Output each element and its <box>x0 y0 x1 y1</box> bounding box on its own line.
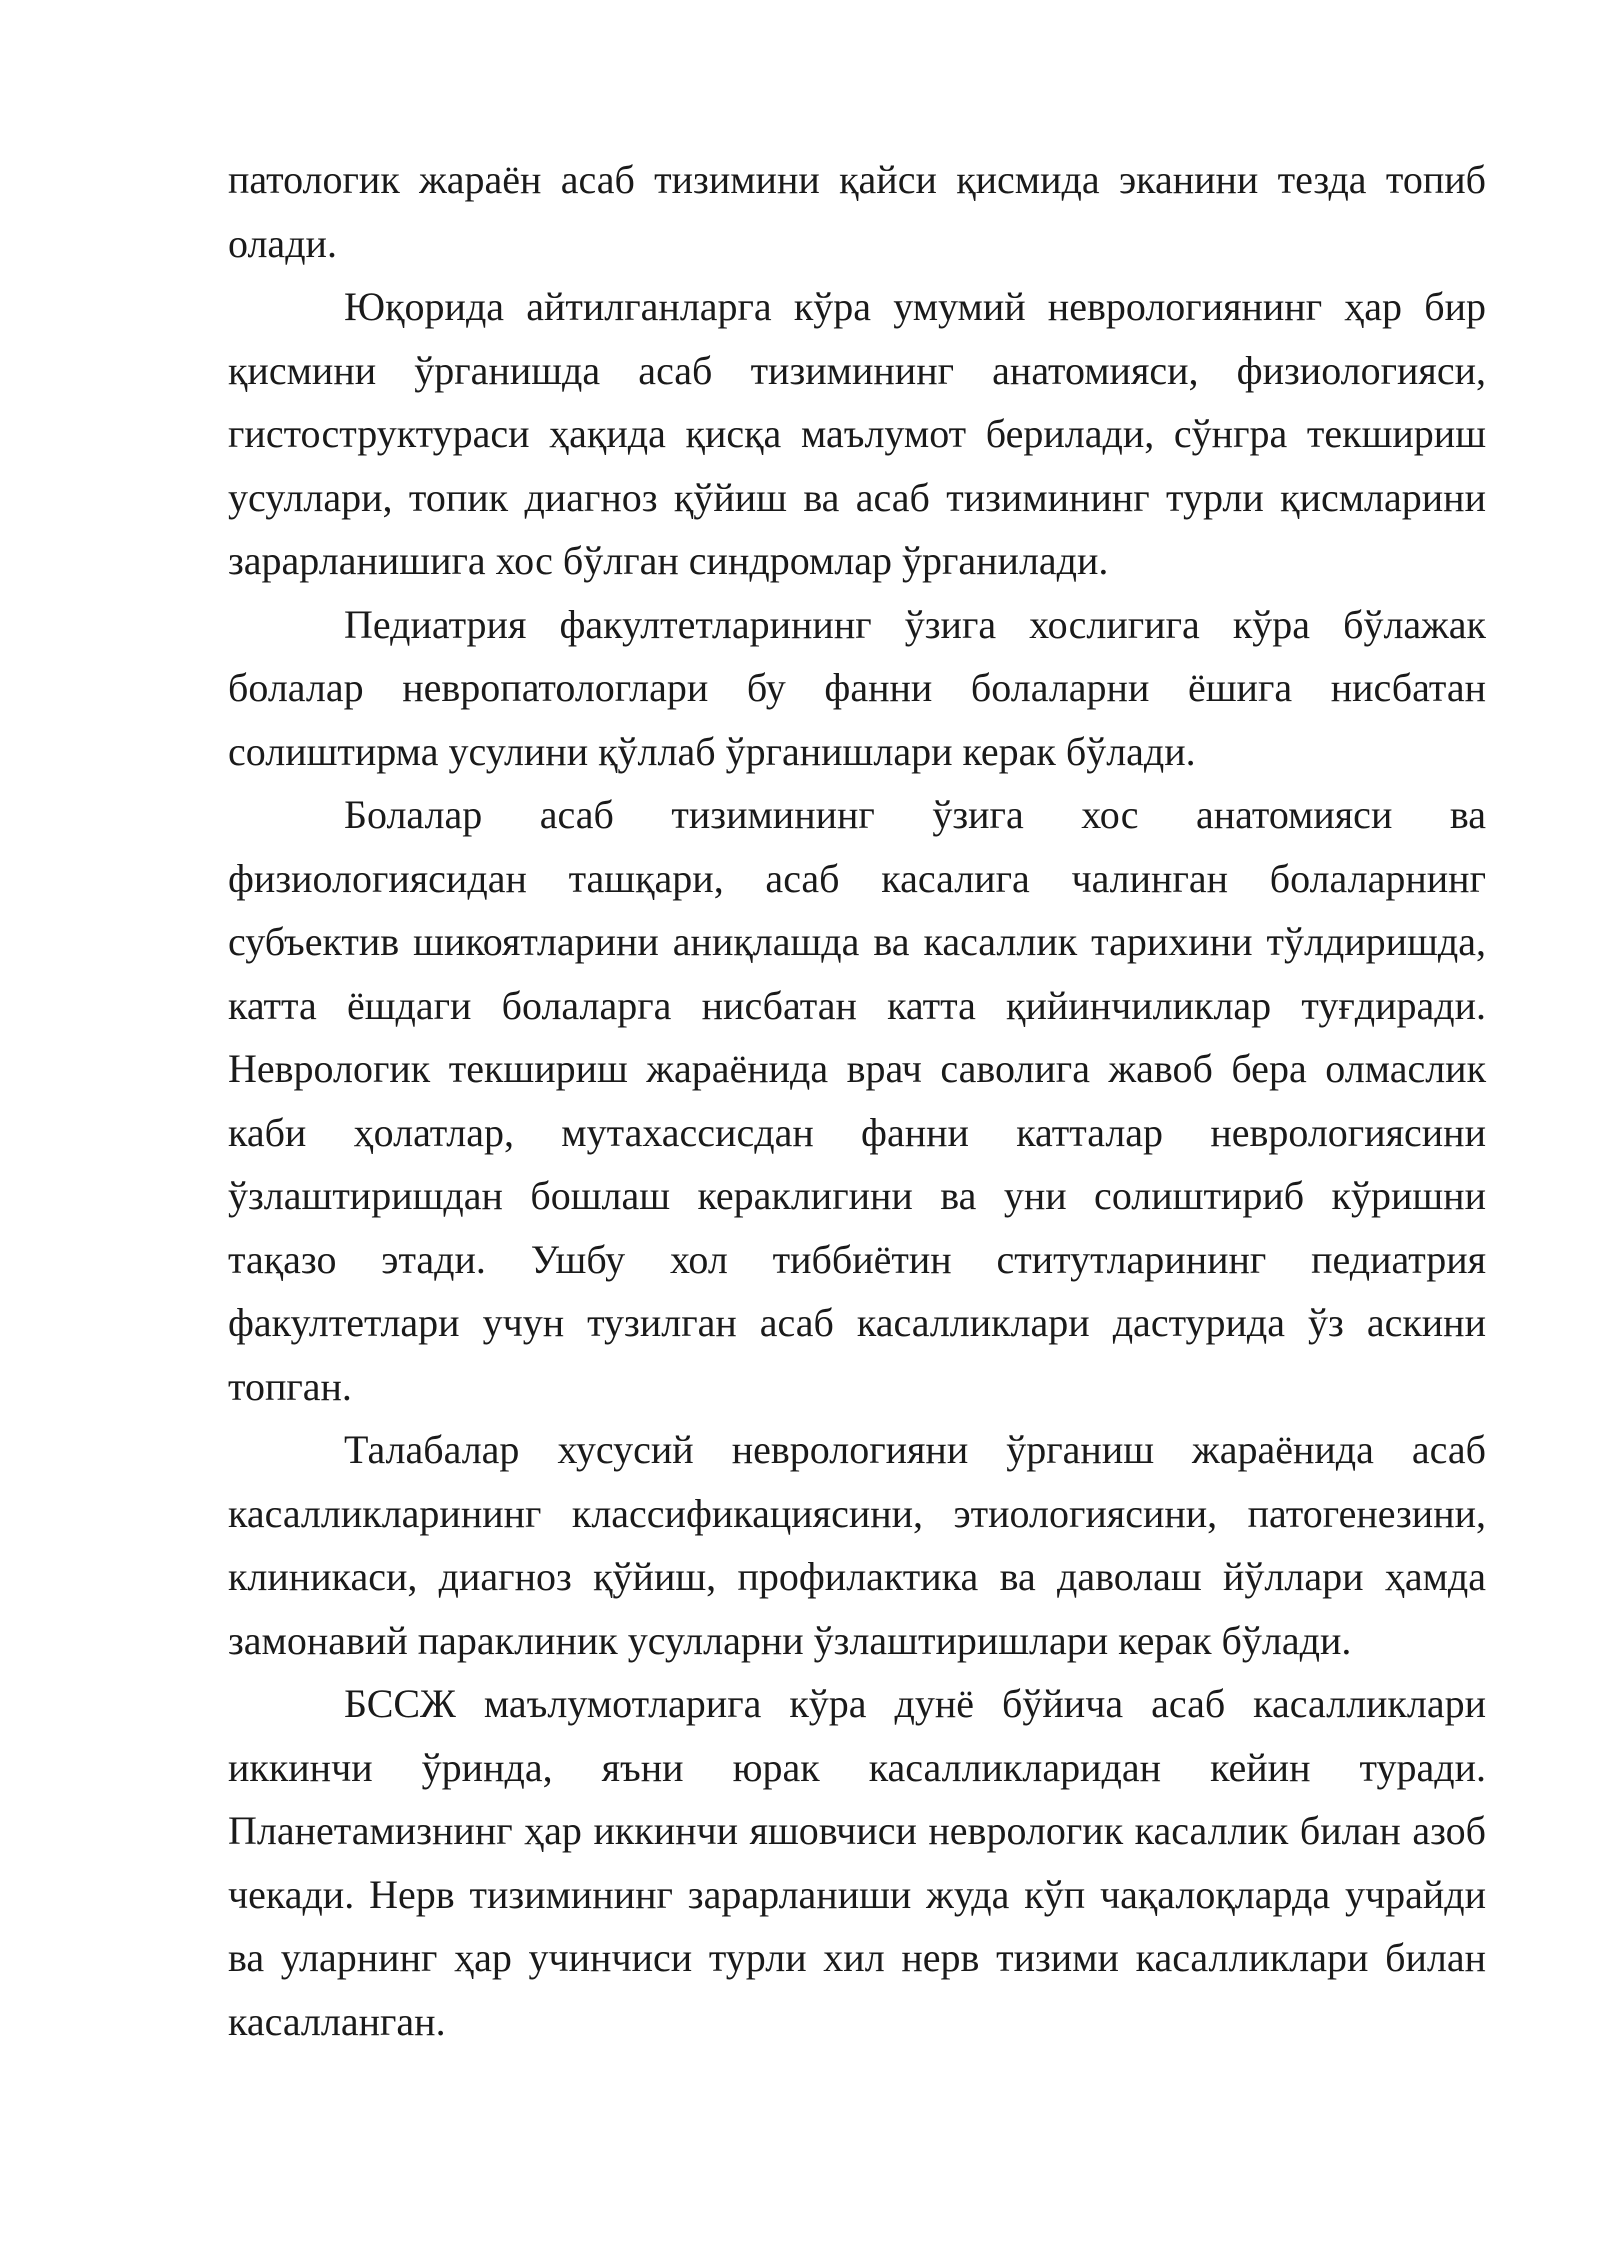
document-page <box>228 148 1486 2053</box>
paragraph-general-neurology: Юқорида айтилганларга кўра умумий неврологиянинг ҳар бир қисмини ўрганишда асаб тизимининг анатомияси, физиологияси, гистоструктураси ҳақида қисқа маълумот берилади, сўнгра текшириш усуллари, топик диагноз қўйиш ва асаб тизимининг турли қисмларини зарарланишига хос бўлган синдромлар ўрганилади. <box>228 284 1486 583</box>
paragraph-children-nervous-system: Болалар асаб тизимининг ўзига хос анатомияси ва физиологиясидан ташқари, асаб касалига чалинган болаларнинг субъектив шикоятларини аниқлашда ва касаллик тарихини тўлдиришда, катта ёшдаги болаларга нисбатан катта қийинчиликлар туғдиради. Неврологик текшириш жараёнида врач саволига жавоб бера олмаслик каби ҳолатлар, мутахассисдан фанни катталар неврологиясини ўзлаштиришдан бошлаш кераклигини ва уни солиштириб кўришни тақазо этади. Ушбу хол тиббиётин ститутларининг педиатрия факултетлари учун тузилган асаб касалликлари дастурида ўз аскини топган. <box>228 792 1486 1409</box>
paragraph-continuation: патологик жараён асаб тизимини қайси қисмида эканини тезда топиб олади. <box>228 157 1486 266</box>
paragraph-students-private-neurology: Талабалар хусусий неврологияни ўрганиш жараёнида асаб касалликларининг классификациясини, этиологиясини, патогенезини, клиникаси, диагноз қўйиш, профилактика ва даволаш йўллари ҳамда замонавий параклиник усулларни ўзлаштиришлари керак бўлади. <box>228 1427 1486 1663</box>
paragraph-who-statistics: БССЖ маълумотларига кўра дунё бўйича асаб касалликлари иккинчи ўринда, яъни юрак касалликларидан кейин туради. Планетамизнинг ҳар иккинчи яшовчиси неврологик касаллик билан азоб чекади. Нерв тизимининг зарарланиши жуда кўп чақалоқларда учрайди ва уларнинг ҳар учинчиси турли хил нерв тизими касалликлари билан касалланган. <box>228 1681 1486 2044</box>
paragraph-pediatrics-faculty: Педиатрия факултетларининг ўзига хослигига кўра бўлажак болалар невропатологлари бу фанни болаларни ёшига нисбатан солиштирма усулини қўллаб ўрганишлари керак бўлади. <box>228 601 1486 774</box>
